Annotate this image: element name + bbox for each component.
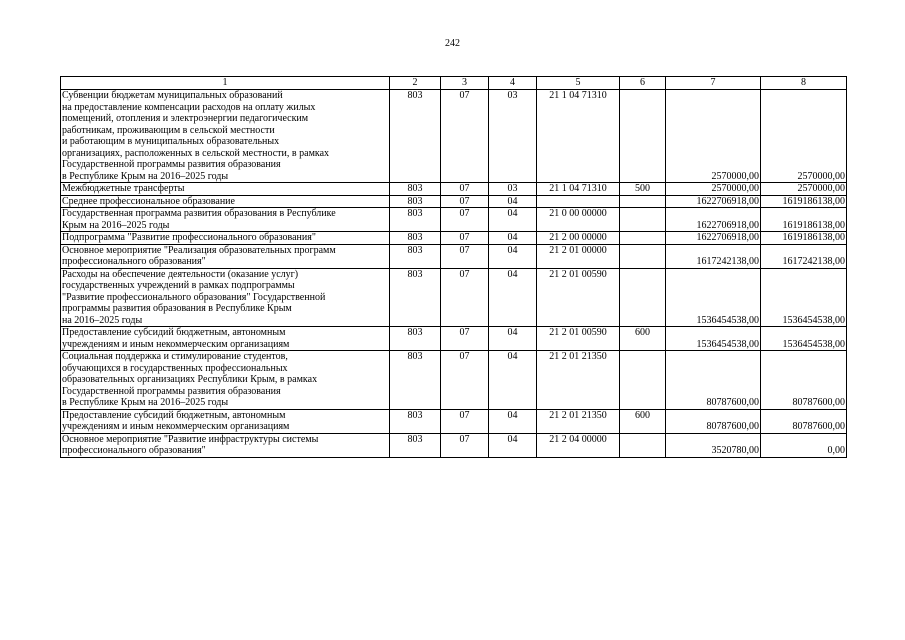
table-row [61,183,847,196]
row-name-line: профессионального образования" [62,256,206,267]
row-name-line: Предоставление субсидий бюджетным, автономным [62,327,286,338]
row-name-line: на предоставление компенсации расходов на оплату жилых [62,101,316,113]
code-section-cell: 07 [441,409,489,433]
code-expense-type-cell: 600 [620,327,666,351]
code-expense-type-cell: 500 [620,183,666,196]
code-subsection-cell: 04 [489,195,537,208]
amount-year-2-cell: 80787600,00 [761,351,847,410]
row-name-line: Основное мероприятие "Развитие инфраструктуры системы [62,433,319,445]
amount-year-1-cell: 80787600,00 [666,351,761,410]
row-name-line: учреждениям и иным некоммерческим организациям [62,338,290,350]
header-cell: 3 [441,77,489,90]
code-subsection-cell: 03 [489,90,537,183]
code-subsection-cell: 04 [489,208,537,232]
code-target-cell: 21 2 04 00000 [537,433,620,457]
row-name-cell [61,351,390,410]
code-subsection-cell: 04 [489,244,537,268]
amount-year-2-cell: 1536454538,00 [761,327,847,351]
row-name-line: Субвенции бюджетам муниципальных образований [62,90,283,101]
row-name-line: профессионального образования" [62,445,206,456]
amount-year-2-cell: 1619186138,00 [761,232,847,245]
code-section-cell: 07 [441,232,489,245]
row-name-line: образовательных организациях Республики Крым, в рамках [62,374,318,385]
code-ministry-cell: 803 [390,90,441,183]
code-ministry-cell: 803 [390,244,441,268]
code-expense-type-cell [620,433,666,457]
code-subsection-cell: 04 [489,232,537,245]
table-row [61,208,847,232]
code-target-cell: 21 2 01 21350 [537,351,620,410]
amount-year-1-cell: 1622706918,00 [666,232,761,245]
page-number: 242 [445,38,460,49]
code-subsection-cell: 04 [489,327,537,351]
amount-year-1-cell: 1536454538,00 [666,268,761,327]
table-row [61,244,847,268]
row-name-line: и работающим в муниципальных образовательных [62,136,280,147]
code-ministry-cell: 803 [390,268,441,327]
table-row [61,327,847,351]
code-subsection-cell: 04 [489,433,537,457]
code-section-cell: 07 [441,433,489,457]
row-name-cell [61,195,390,208]
table-row [61,232,847,245]
row-name-cell [61,232,390,245]
amount-year-1-cell: 80787600,00 [666,409,761,433]
code-ministry-cell: 803 [390,183,441,196]
header-cell: 5 [537,77,620,90]
header-cell: 4 [489,77,537,90]
row-name-line: Государственная программа развития образования в Республике [62,208,336,219]
code-expense-type-cell [620,351,666,410]
code-subsection-cell: 03 [489,183,537,196]
code-ministry-cell: 803 [390,195,441,208]
row-name-line: программы развития образования в Республике Крым [62,303,292,314]
table-row [61,90,847,183]
code-section-cell: 07 [441,351,489,410]
row-name-line: обучающихся в государственных профессиональных [62,362,288,374]
row-name-line: в Республике Крым на 2016–2025 годы [62,170,229,182]
code-ministry-cell: 803 [390,351,441,410]
amount-year-2-cell: 1619186138,00 [761,208,847,232]
code-section-cell: 07 [441,208,489,232]
code-subsection-cell: 04 [489,409,537,433]
row-name-cell [61,327,390,351]
code-section-cell: 07 [441,327,489,351]
code-expense-type-cell [620,244,666,268]
row-name-line: Межбюджетные трансферты [62,183,185,194]
code-expense-type-cell [620,208,666,232]
amount-year-2-cell: 1619186138,00 [761,195,847,208]
table-row [61,433,847,457]
code-section-cell: 07 [441,90,489,183]
table-row [61,268,847,327]
row-name-cell [61,183,390,196]
row-name-cell [61,409,390,433]
amount-year-1-cell: 1622706918,00 [666,208,761,232]
code-expense-type-cell [620,195,666,208]
row-name-line: Подпрограмма "Развитие профессионального образования" [62,232,316,243]
row-name-line: государственных учреждений в рамках подпрограммы [62,280,295,291]
row-name-cell [61,90,390,183]
header-cell: 8 [761,77,847,90]
amount-year-1-cell: 2570000,00 [666,183,761,196]
code-target-cell: 21 2 01 00590 [537,268,620,327]
amount-year-2-cell: 1617242138,00 [761,244,847,268]
code-target-cell: 21 2 01 00000 [537,244,620,268]
header-cell: 7 [666,77,761,90]
row-name-line: помещений, отопления и электроэнергии педагогическим [62,113,309,124]
row-name-cell [61,208,390,232]
code-expense-type-cell [620,268,666,327]
code-target-cell: 21 0 00 00000 [537,208,620,232]
row-name-line: "Развитие профессионального образования" Государственной [62,291,326,303]
code-target-cell: 21 2 01 21350 [537,409,620,433]
code-target-cell [537,195,620,208]
amount-year-1-cell: 1617242138,00 [666,244,761,268]
row-name-line: Государственной программы развития образования [62,159,281,170]
amount-year-2-cell: 1536454538,00 [761,268,847,327]
row-name-line: Крым на 2016–2025 годы [62,219,170,231]
row-name-line: Социальная поддержка и стимулирование студентов, [62,351,288,362]
row-name-line: Предоставление субсидий бюджетным, автономным [62,409,286,421]
budget-table [60,76,847,458]
code-subsection-cell: 04 [489,268,537,327]
row-name-cell [61,433,390,457]
code-target-cell: 21 1 04 71310 [537,183,620,196]
table-row [61,409,847,433]
code-target-cell: 21 2 01 00590 [537,327,620,351]
table-header-row [61,77,847,90]
row-name-line: Основное мероприятие "Реализация образовательных программ [62,244,336,256]
code-expense-type-cell [620,90,666,183]
header-cell: 1 [61,77,390,90]
amount-year-2-cell: 2570000,00 [761,183,847,196]
code-section-cell: 07 [441,244,489,268]
row-name-line: организациях, расположенных в сельской местности, в рамках [62,147,330,159]
row-name-line: учреждениям и иным некоммерческим организациям [62,421,290,432]
code-expense-type-cell: 600 [620,409,666,433]
row-name-line: Расходы на обеспечение деятельности (оказание услуг) [62,268,299,280]
code-subsection-cell: 04 [489,351,537,410]
row-name-line: на 2016–2025 годы [62,314,143,326]
amount-year-1-cell: 3520780,00 [666,433,761,457]
row-name-line: в Республике Крым на 2016–2025 годы [62,397,229,408]
row-name-cell [61,244,390,268]
table-row [61,351,847,410]
amount-year-2-cell: 80787600,00 [761,409,847,433]
code-ministry-cell: 803 [390,409,441,433]
header-cell: 6 [620,77,666,90]
code-section-cell: 07 [441,268,489,327]
code-target-cell: 21 1 04 71310 [537,90,620,183]
code-ministry-cell: 803 [390,327,441,351]
table-row [61,195,847,208]
code-section-cell: 07 [441,183,489,196]
code-expense-type-cell [620,232,666,245]
code-ministry-cell: 803 [390,232,441,245]
row-name-line: Среднее профессиональное образование [62,195,235,207]
row-name-cell [61,268,390,327]
header-cell: 2 [390,77,441,90]
amount-year-2-cell: 2570000,00 [761,90,847,183]
code-target-cell: 21 2 00 00000 [537,232,620,245]
amount-year-1-cell: 1622706918,00 [666,195,761,208]
code-ministry-cell: 803 [390,433,441,457]
row-name-line: Государственной программы развития образования [62,385,281,397]
amount-year-1-cell: 1536454538,00 [666,327,761,351]
row-name-line: работникам, проживающим в сельской местности [62,124,275,136]
code-section-cell: 07 [441,195,489,208]
code-ministry-cell: 803 [390,208,441,232]
amount-year-2-cell: 0,00 [761,433,847,457]
amount-year-1-cell: 2570000,00 [666,90,761,183]
